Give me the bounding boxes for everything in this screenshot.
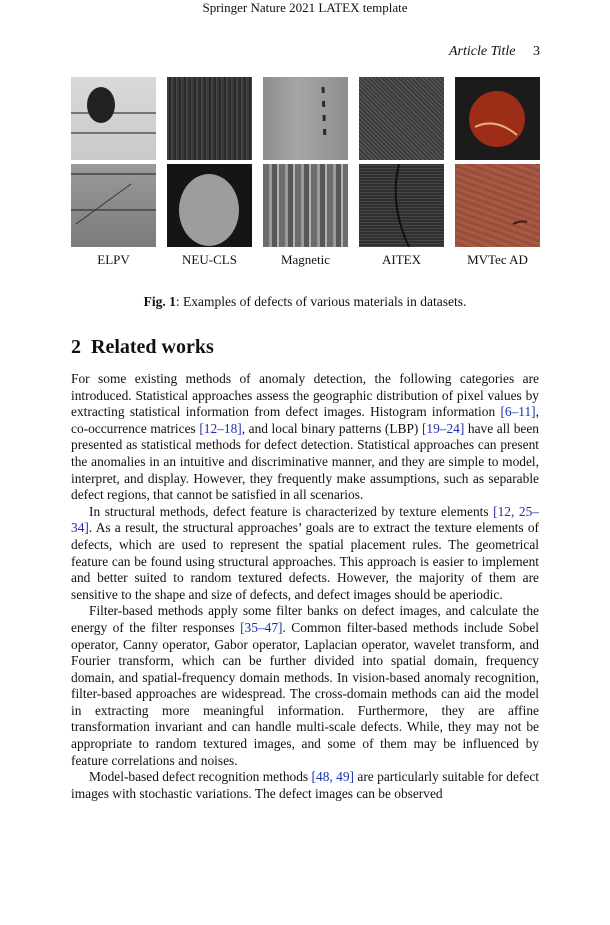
paragraph-text: , and local binary patterns (LBP) xyxy=(241,420,422,436)
label-mvtec: MVTec AD xyxy=(467,252,528,267)
paragraph-text: , co-occurrence matrices xyxy=(71,404,539,436)
figure-caption xyxy=(0,294,610,310)
citation-link[interactable]: [12–18] xyxy=(199,420,242,436)
paragraph-text: For some existing methods of anomaly detection, the following categories are introduced. Statistical approaches assess the geographic distribution of pixel values by extracting statistical information from defect images. Histogram information xyxy=(71,371,539,420)
label-aitex: AITEX xyxy=(382,252,421,267)
paragraph xyxy=(71,769,539,802)
section-title: Related works xyxy=(91,336,214,358)
paragraph-text: Filter-based methods apply some filter banks on defect images, and calculate the energy of the filter responses xyxy=(71,603,539,635)
elpv-defect-image xyxy=(71,164,156,247)
section-number: 2 xyxy=(71,336,81,358)
aitex-normal-image xyxy=(359,77,444,160)
article-header xyxy=(449,44,540,60)
paragraph xyxy=(71,371,539,504)
neu-cls-normal-image xyxy=(167,77,252,160)
page-number: 3 xyxy=(533,44,540,59)
figure-1 xyxy=(71,77,541,268)
figure-caption-text: : Examples of defects of various materials in datasets. xyxy=(175,294,467,309)
paragraph-text: . Common filter-based methods include Sobel operator, Canny operator, Gabor operator, Laplacian operator, wavelet transform, and Fourier transform, which can be further divided into spatial domain, frequency domain, and spatial-frequency domain methods. In vision-based anomaly recognition, filter-based approaches are widespread. The cross-domain methods can aid the model in extracting more meaningful information. Furthermore, they are affine transformation invariant and can handle multi-scale defects. While, they may not be appropriate to random textured images, and some of them may be influenced by feature correlations and noises. xyxy=(71,619,539,768)
neu-cls-defect-image xyxy=(167,164,252,247)
label-elpv: ELPV xyxy=(97,252,130,267)
paragraph-text: In structural methods, defect feature is characterized by texture elements xyxy=(89,503,494,519)
body-text xyxy=(71,371,539,802)
citation-link[interactable]: [12, 25–34] xyxy=(71,503,539,536)
paragraph-text: have all been presented as statistical methods for defect detection. Statistical approaches can present the anomalies in an intuitive and discriminative manner, and they are simple to model, interpret, and display. However, they frequently make assumptions, such as separable defect regions, that cannot be satisfied in all scenarios. xyxy=(71,420,539,503)
mvtec-normal-image xyxy=(455,77,540,160)
mvtec-defect-image xyxy=(455,164,540,247)
elpv-normal-image xyxy=(71,77,156,160)
citation-link[interactable]: [35–47] xyxy=(240,619,283,635)
paragraph-text: . As a result, the structural approaches’ goals are to extract the texture elements of defects, which are used to represent the spatial placement rules. The geometrical feature can be found using structural approaches. This approach is easier to implement and better suited to random textured defects. However, the majority of them are sensitive to the shape and size of defects, and defect images should be aperiodic. xyxy=(71,520,539,602)
aitex-defect-image xyxy=(359,164,444,247)
citation-link[interactable]: [48, 49] xyxy=(311,769,354,785)
label-neu-cls: NEU-CLS xyxy=(182,252,237,267)
label-magnetic: Magnetic xyxy=(280,252,331,267)
citation-link[interactable]: [6–11] xyxy=(500,404,536,420)
section-heading xyxy=(71,336,214,359)
paragraph xyxy=(71,504,539,604)
paragraph-text: Model-based defect recognition methods xyxy=(89,769,312,785)
running-head: Springer Nature 2021 LATEX template xyxy=(202,0,408,15)
citation-link[interactable]: [19–24] xyxy=(421,420,465,436)
figure-image-grid xyxy=(71,77,541,247)
figure-caption-label: Fig. 1 xyxy=(143,294,176,309)
article-title: Article Title xyxy=(449,44,516,59)
magnetic-defect-image xyxy=(263,164,348,247)
paragraph-text: are particularly suitable for defect images with stochastic variations. The defect images can be observed xyxy=(71,769,539,801)
paragraph xyxy=(71,603,539,769)
magnetic-normal-image xyxy=(263,77,348,160)
figure-labels xyxy=(71,252,541,268)
